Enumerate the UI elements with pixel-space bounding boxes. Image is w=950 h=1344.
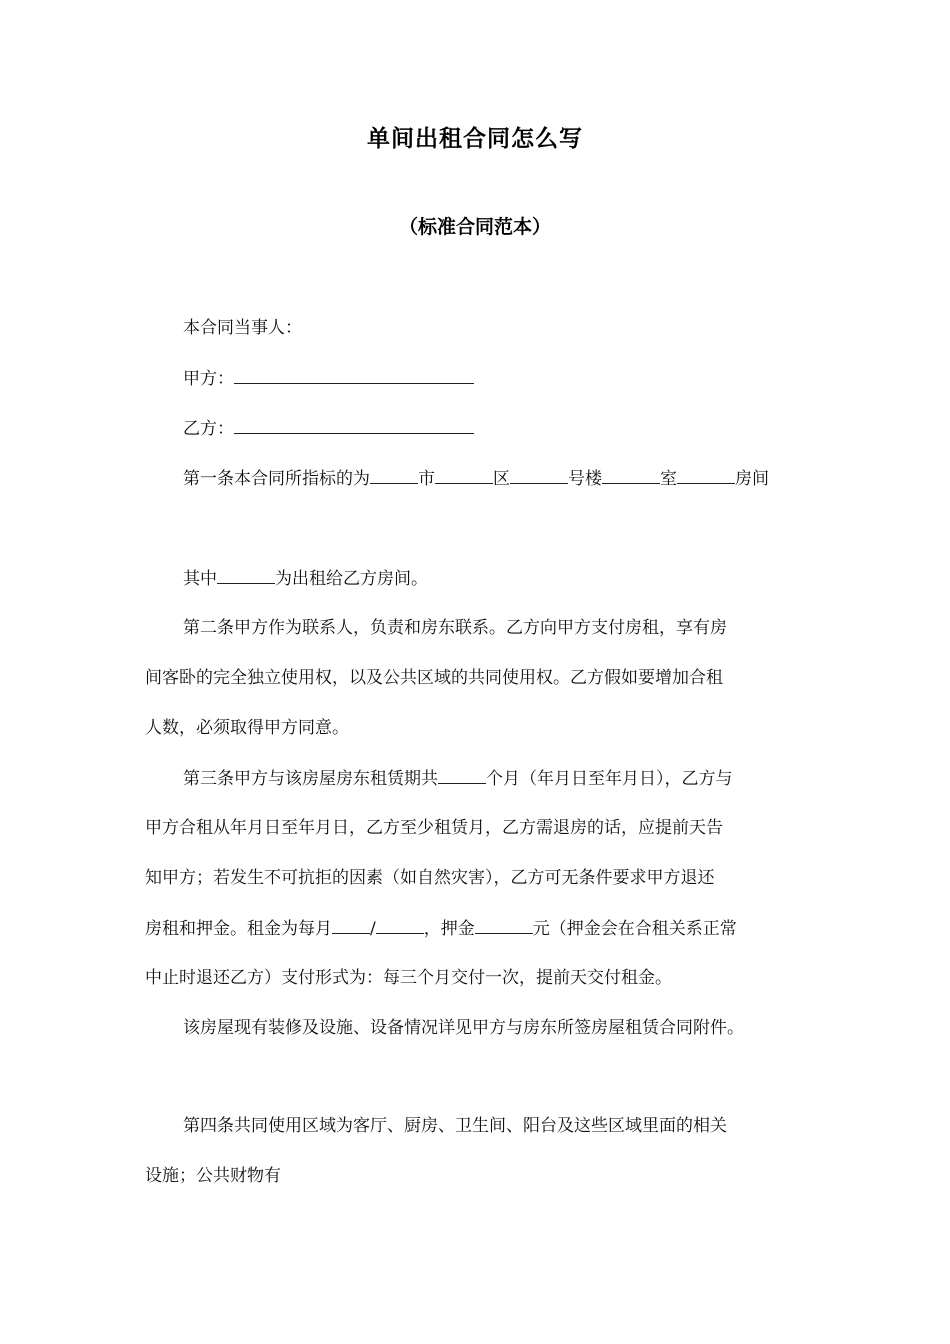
rent-unit-blank[interactable] (376, 916, 424, 934)
document-title: 单间出租合同怎么写 (367, 126, 583, 152)
district-blank[interactable] (435, 466, 493, 484)
party-a-label: 甲方： (183, 369, 234, 389)
clause-3-line-1-prefix: 第三条甲方与该房屋房东租赁期共 (183, 769, 438, 789)
document-subtitle: （标准合同范本） (398, 216, 551, 238)
party-b-blank[interactable] (234, 416, 474, 434)
clause-2-line-2: 间客卧的完全独立使用权，以及公共区域的共同使用权。乙方假如要增加合租 (145, 668, 723, 688)
party-a-blank[interactable] (234, 366, 474, 384)
clause-1-building: 号楼 (568, 469, 602, 489)
clause-1-district: 区 (493, 469, 510, 489)
clause-2-line-3: 人数，必须取得甲方同意。 (145, 718, 349, 738)
clause-1-cont-prefix: 其中 (183, 569, 217, 589)
party-a-line (183, 366, 474, 391)
lease-months-blank[interactable] (438, 766, 486, 784)
clause-2-line-1: 第二条甲方作为联系人，负责和房东联系。乙方向甲方支付房租，享有房 (183, 618, 727, 638)
clause-3-line-4-mid: ，押金 (423, 919, 475, 939)
deposit-blank[interactable] (475, 916, 533, 934)
clause-1-room: 房间 (735, 469, 769, 489)
clause-3-line-4-suffix: 元（押金会在合租关系正常 (532, 919, 737, 939)
clause-3-line-4 (145, 916, 737, 941)
clause-1-prefix: 第一条本合同所指标的为 (183, 469, 370, 489)
clause-1-cont-line (183, 566, 428, 591)
building-blank[interactable] (510, 466, 568, 484)
clause-1-room-unit: 室 (660, 469, 677, 489)
city-blank[interactable] (370, 466, 418, 484)
facilities-note: 该房屋现有装修及设施、设备情况详见甲方与房东所签房屋租赁合同附件。 (183, 1018, 744, 1038)
clause-3-line-2: 甲方合租从年月日至年月日，乙方至少租赁月，乙方需退房的话，应提前天告 (145, 818, 723, 838)
rental-room-blank[interactable] (217, 566, 275, 584)
clause-3-line-3: 知甲方；若发生不可抗拒的因素（如自然灾害），乙方可无条件要求甲方退还 (145, 868, 715, 888)
clause-3-line-5: 中止时退还乙方）支付形式为：每三个月交付一次，提前天交付租金。 (145, 968, 672, 988)
clause-3-line-4-prefix: 房租和押金。租金为每月 (145, 919, 332, 939)
room-blank[interactable] (677, 466, 735, 484)
clause-3-line-4-slash: / (370, 919, 376, 939)
room-unit-blank[interactable] (602, 466, 660, 484)
parties-intro: 本合同当事人： (183, 318, 302, 338)
clause-3-line-1-suffix: 个月（年月日至年月日），乙方与 (486, 769, 733, 789)
clause-4-line-1: 第四条共同使用区域为客厅、厨房、卫生间、阳台及这些区域里面的相关 (183, 1116, 727, 1136)
clause-3-line-1 (183, 766, 733, 791)
rent-amount-blank[interactable] (332, 916, 370, 934)
clause-4-line-2: 设施；公共财物有 (145, 1166, 281, 1186)
clause-1-line (183, 466, 769, 491)
clause-1-cont-suffix: 为出租给乙方房间。 (275, 569, 428, 589)
clause-1-city: 市 (418, 469, 435, 489)
party-b-label: 乙方： (183, 419, 234, 439)
party-b-line (183, 416, 474, 441)
